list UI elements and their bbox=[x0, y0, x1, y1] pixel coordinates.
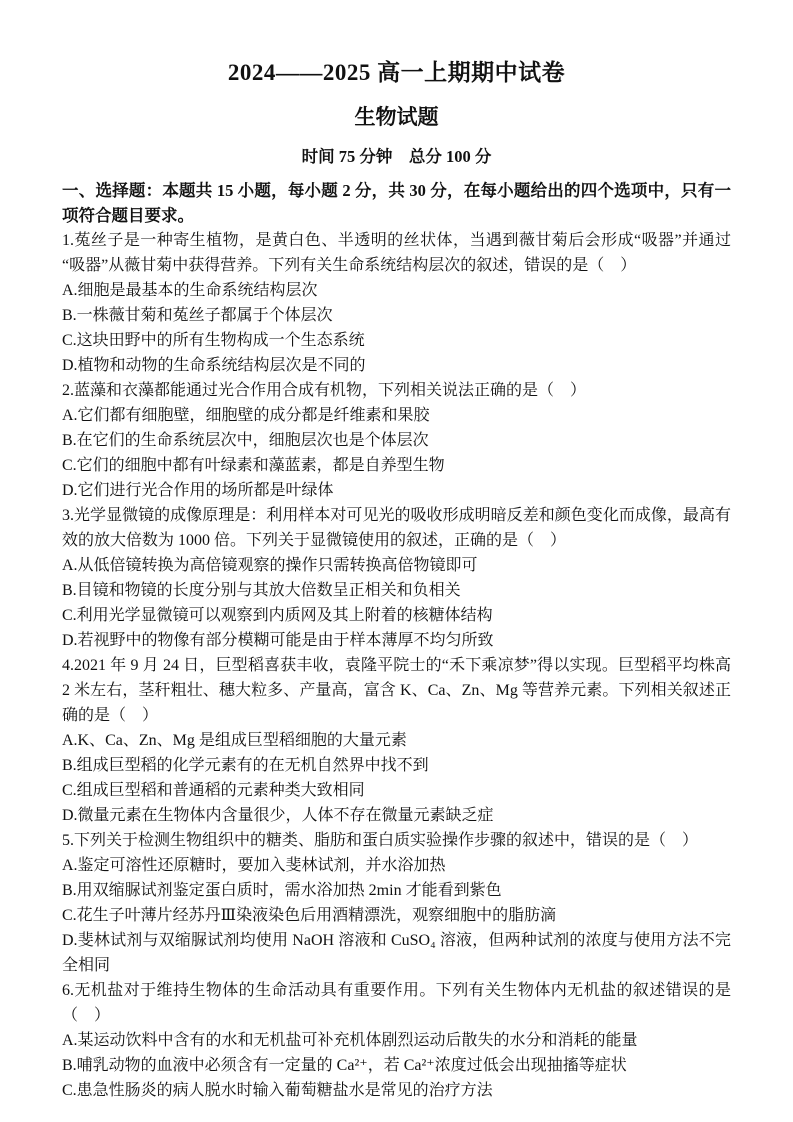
question-2-option-c: C.它们的细胞中都有叶绿素和藻蓝素，都是自养型生物 bbox=[62, 457, 445, 475]
question-5 bbox=[62, 828, 731, 978]
question-3-option-d: D.若视野中的物像有部分模糊可能是由于样本薄厚不均匀所致 bbox=[62, 632, 494, 650]
question-6-option-a: A.某运动饮料中含有的水和无机盐可补充机体剧烈运动后散失的水分和消耗的能量 bbox=[62, 1032, 638, 1050]
question-3 bbox=[62, 503, 731, 653]
question-3-stem: 3.光学显微镜的成像原理是：利用样本对可见光的吸收形成明暗反差和颜色变化而成像，最高有效的放大倍数为 1000 倍。下列关于显微镜使用的叙述，正确的是（ ） bbox=[62, 507, 731, 550]
question-4-option-b: B.组成巨型稻的化学元素有的在无机自然界中找不到 bbox=[62, 757, 429, 775]
question-6-stem: 6.无机盐对于维持生物体的生命活动具有重要作用。下列有关生物体内无机盐的叙述错误的是（ ） bbox=[62, 982, 731, 1025]
question-4-option-a: A.K、Ca、Zn、Mg 是组成巨型稻细胞的大量元素 bbox=[62, 732, 407, 750]
question-2 bbox=[62, 378, 731, 503]
question-1-option-a: A.细胞是最基本的生命系统结构层次 bbox=[62, 282, 318, 300]
question-1-option-b: B.一株薇甘菊和菟丝子都属于个体层次 bbox=[62, 307, 333, 325]
question-3-option-c: C.利用光学显微镜可以观察到内质网及其上附着的核糖体结构 bbox=[62, 607, 493, 625]
question-5-option-a: A.鉴定可溶性还原糖时，要加入斐林试剂，并水浴加热 bbox=[62, 857, 446, 875]
question-1 bbox=[62, 228, 731, 378]
question-4 bbox=[62, 653, 731, 828]
question-2-option-b: B.在它们的生命系统层次中，细胞层次也是个体层次 bbox=[62, 432, 429, 450]
question-1-option-c: C.这块田野中的所有生物构成一个生态系统 bbox=[62, 332, 365, 350]
question-3-option-a: A.从低倍镜转换为高倍镜观察的操作只需转换高倍物镜即可 bbox=[62, 557, 478, 575]
page-title: 2024——2025 高一上期期中试卷 bbox=[227, 60, 566, 85]
question-4-option-d: D.微量元素在生物体内含量很少，人体不存在微量元素缺乏症 bbox=[62, 807, 494, 825]
question-5-option-b: B.用双缩脲试剂鉴定蛋白质时，需水浴加热 2min 才能看到紫色 bbox=[62, 882, 502, 900]
question-6-option-b: B.哺乳动物的血液中必须含有一定量的 Ca²⁺，若 Ca²⁺浓度过低会出现抽搐等症状 bbox=[62, 1057, 627, 1075]
question-4-stem: 4.2021 年 9 月 24 日，巨型稻喜获丰收，袁隆平院士的“禾下乘凉梦”得以实现。巨型稻平均株高 2 米左右，茎秆粗壮、穗大粒多、产量高，富含 K、Ca、Zn、Mg 等营养元素。下列相关叙述正确的是（ ） bbox=[62, 657, 731, 725]
question-2-stem: 2.蓝藻和衣藻都能通过光合作用合成有机物，下列相关说法正确的是（ ） bbox=[62, 382, 587, 400]
section-heading: 一、选择题：本题共 15 小题，每小题 2 分，共 30 分，在每小题给出的四个选项中，只有一项符合题目要求。 bbox=[62, 181, 731, 226]
question-2-option-d: D.它们进行光合作用的场所都是叶绿体 bbox=[62, 482, 334, 500]
question-1-stem: 1.菟丝子是一种寄生植物，是黄白色、半透明的丝状体，当遇到薇甘菊后会形成“吸器”并通过“吸器”从薇甘菊中获得营养。下列有关生命系统结构层次的叙述，错误的是（ ） bbox=[62, 232, 731, 275]
question-5-option-d: D.斐林试剂与双缩脲试剂均使用 NaOH 溶液和 CuSO₄ 溶液，但两种试剂的浓度与使用方法不完全相同 bbox=[62, 932, 731, 975]
question-6 bbox=[62, 978, 731, 1103]
question-6-option-c: C.患急性肠炎的病人脱水时输入葡萄糖盐水是常见的治疗方法 bbox=[62, 1082, 493, 1100]
question-4-option-c: C.组成巨型稻和普通稻的元素种类大致相同 bbox=[62, 782, 365, 800]
exam-meta: 时间 75 分钟 总分 100 分 bbox=[301, 147, 492, 167]
question-2-option-a: A.它们都有细胞壁，细胞壁的成分都是纤维素和果胶 bbox=[62, 407, 430, 425]
page-subtitle: 生物试题 bbox=[354, 104, 439, 129]
question-5-stem: 5.下列关于检测生物组织中的糖类、脂肪和蛋白质实验操作步骤的叙述中，错误的是（ ） bbox=[62, 832, 699, 850]
question-3-option-b: B.目镜和物镜的长度分别与其放大倍数呈正相关和负相关 bbox=[62, 582, 461, 600]
question-5-option-c: C.花生子叶薄片经苏丹Ⅲ染液染色后用酒精漂洗，观察细胞中的脂肪滴 bbox=[62, 907, 557, 925]
question-1-option-d: D.植物和动物的生命系统结构层次是不同的 bbox=[62, 357, 366, 375]
